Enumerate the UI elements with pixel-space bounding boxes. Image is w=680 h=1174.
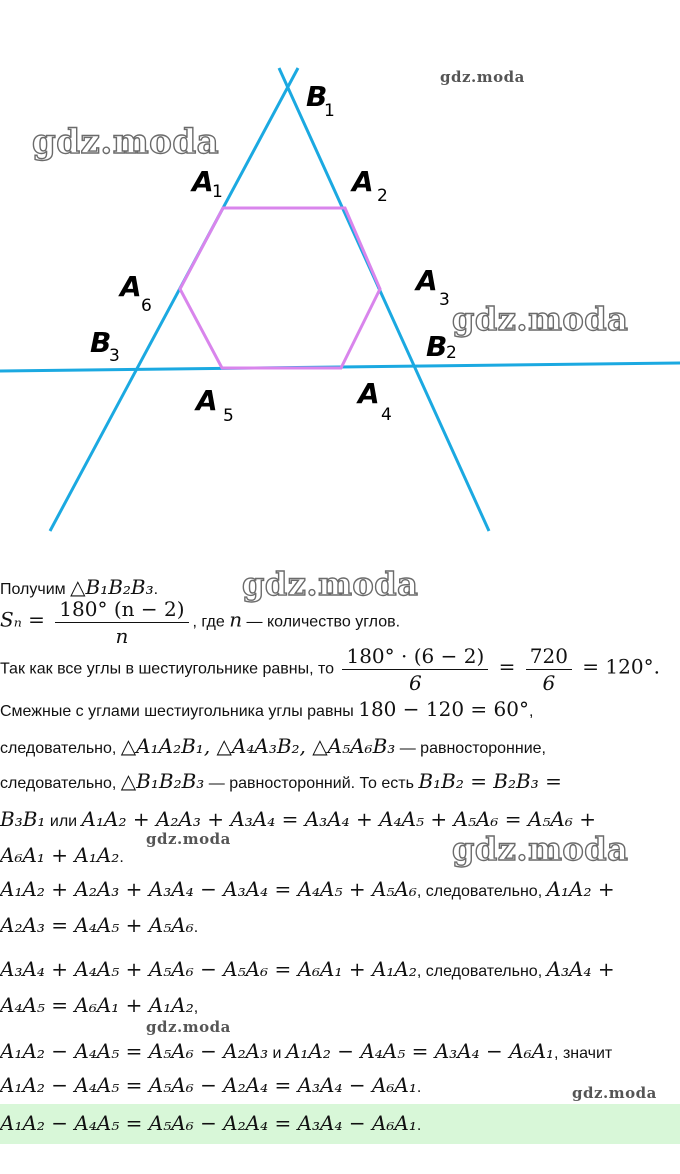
solution-line-5 xyxy=(0,735,546,760)
math-expression: 180 − 120 = 60° xyxy=(358,697,529,721)
text-segment: . xyxy=(416,1079,422,1096)
fraction xyxy=(342,645,488,694)
fraction xyxy=(526,645,572,694)
text-segment: , следовательно, xyxy=(416,963,547,980)
text-segment: . xyxy=(119,849,124,866)
text-segment: следовательно, xyxy=(0,740,121,757)
math-sn: Sₙ = xyxy=(0,607,52,632)
text-segment: Смежные с углами шестиугольника углы равны xyxy=(0,703,359,720)
text-segment: — количество углов. xyxy=(242,613,401,631)
text-segment: , xyxy=(193,999,199,1016)
math-expression: A₁A₂ + A₂A₃ + A₃A₄ − A₃A₄ = A₄A₅ + A₅A₆ xyxy=(0,877,417,901)
label-a6: A xyxy=(120,270,142,303)
watermark: gdz.moda xyxy=(440,68,525,86)
math-triangle: △B₁B₂B₃ xyxy=(70,575,154,599)
math-expression: A₆A₁ + A₁A₂ xyxy=(0,843,120,867)
hexagon xyxy=(180,208,380,368)
math-expression: A₁A₂ − A₄A₅ = A₃A₄ − A₆A₁ xyxy=(285,1039,555,1063)
label-a3: A xyxy=(416,264,438,297)
text-segment: и xyxy=(268,1045,286,1062)
label-a2-sub: 2 xyxy=(377,186,388,206)
solution-line-4 xyxy=(0,698,533,723)
solution-line-13 xyxy=(0,1040,612,1065)
label-b3: B xyxy=(90,326,112,359)
label-a4: A xyxy=(358,377,380,410)
math-expression: A₁A₂ + xyxy=(546,877,615,901)
text-segment: — равносторонние, xyxy=(395,740,546,757)
watermark: gdz.moda xyxy=(452,830,629,868)
answer-line xyxy=(0,1112,421,1137)
label-a1-sub: 1 xyxy=(212,182,223,202)
math-expression: △A₁A₂B₁, △A₄A₃B₂, △A₅A₆B₃ xyxy=(120,734,396,758)
watermark: gdz.moda xyxy=(452,300,629,338)
text-segment: , где xyxy=(192,613,230,631)
math-eq: = xyxy=(492,654,522,679)
label-b2: B xyxy=(426,330,448,363)
label-a6-sub: 6 xyxy=(141,296,152,316)
math-answer: A₁A₂ − A₄A₅ = A₅A₆ − A₂A₄ = A₃A₄ − A₆A₁ xyxy=(0,1111,417,1135)
label-a5-sub: 5 xyxy=(223,406,234,426)
fraction-numerator: 180° (n − 2) xyxy=(55,598,188,623)
text-segment: , следовательно, xyxy=(416,883,547,900)
label-b1-sub: 1 xyxy=(324,101,335,121)
solution-line-14 xyxy=(0,1074,421,1099)
label-b2-sub: 2 xyxy=(446,343,457,363)
fraction-numerator: 720 xyxy=(526,645,572,670)
label-b3-sub: 3 xyxy=(109,346,120,366)
watermark: gdz.moda xyxy=(146,1018,231,1036)
label-a5: A xyxy=(196,384,218,417)
text-segment: . xyxy=(416,1117,422,1134)
fraction-denominator: n xyxy=(115,624,129,648)
solution-line-3 xyxy=(0,645,660,694)
label-a4-sub: 4 xyxy=(381,405,392,425)
fraction-denominator: 6 xyxy=(409,671,422,695)
text-segment: , xyxy=(528,703,534,720)
text-segment: — равносторонний. То есть xyxy=(204,775,419,792)
solution-line-7 xyxy=(0,808,596,833)
fraction-numerator: 180° · (6 − 2) xyxy=(342,645,488,670)
text-segment: следовательно, xyxy=(0,775,121,792)
math-expression: B₁B₂ = B₂B₃ = xyxy=(418,769,562,793)
math-expression: A₁A₂ + A₂A₃ + A₃A₄ = A₃A₄ + A₄A₅ + A₅A₆ = A₅A₆ + xyxy=(81,807,596,831)
watermark: gdz.moda xyxy=(242,565,419,603)
fraction xyxy=(55,598,188,647)
text-segment: . xyxy=(153,581,159,598)
math-expression: A₄A₅ = A₆A₁ + A₁A₂ xyxy=(0,993,194,1017)
math-expression: A₁A₂ − A₄A₅ = A₅A₆ − A₂A₃ xyxy=(0,1039,269,1063)
math-expression: B₃B₁ xyxy=(0,807,46,831)
geometry-figure xyxy=(0,0,680,540)
text-segment: . xyxy=(193,919,199,936)
solution-line-11 xyxy=(0,958,615,983)
text-segment: Получим xyxy=(0,581,71,598)
math-expression: A₃A₄ + xyxy=(546,957,615,981)
label-a2: A xyxy=(352,165,374,198)
solution-line-2 xyxy=(0,598,400,647)
math-n: n xyxy=(229,607,243,632)
text-segment: , значит xyxy=(554,1045,613,1062)
fraction-denominator: 6 xyxy=(542,671,556,695)
math-expression: A₁A₂ − A₄A₅ = A₅A₆ − A₂A₄ = A₃A₄ − A₆A₁ xyxy=(0,1073,417,1097)
text-segment: или xyxy=(45,813,82,830)
text-segment: Так как все углы в шестиугольнике равны, то xyxy=(0,660,339,678)
label-a3-sub: 3 xyxy=(439,290,450,310)
solution-line-10 xyxy=(0,914,198,939)
watermark: gdz.moda xyxy=(572,1084,657,1102)
solution-line-12 xyxy=(0,994,198,1019)
label-b1: B xyxy=(306,80,328,113)
solution-line-8 xyxy=(0,844,124,869)
label-a1: A xyxy=(192,165,214,198)
watermark: gdz.moda xyxy=(146,830,231,848)
math-result: = 120°. xyxy=(575,654,660,679)
watermark: gdz.moda xyxy=(32,122,220,162)
solution-line-9 xyxy=(0,878,615,903)
math-expression: △B₁B₂B₃ xyxy=(120,769,205,793)
math-expression: A₂A₃ = A₄A₅ + A₅A₆ xyxy=(0,913,194,937)
solution-line-6 xyxy=(0,770,562,795)
math-expression: A₃A₄ + A₄A₅ + A₅A₆ − A₅A₆ = A₆A₁ + A₁A₂ xyxy=(0,957,417,981)
